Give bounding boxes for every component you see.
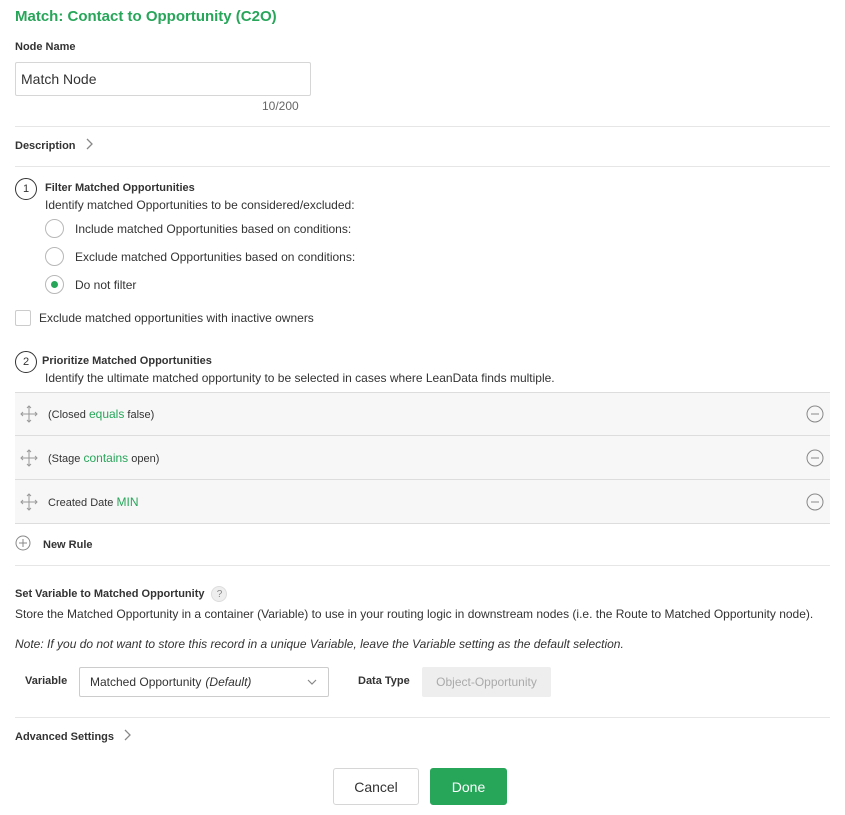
radio-button[interactable] — [45, 219, 64, 238]
done-button[interactable]: Done — [430, 768, 507, 805]
char-count: 10/200 — [262, 99, 299, 113]
remove-rule-icon[interactable] — [806, 493, 824, 511]
remove-rule-icon[interactable] — [806, 449, 824, 467]
drag-handle-icon[interactable] — [18, 491, 40, 513]
divider — [15, 717, 830, 718]
divider — [15, 565, 830, 566]
divider — [15, 166, 830, 167]
rule-row — [15, 392, 830, 436]
chevron-right-icon — [124, 729, 132, 744]
filter-subtitle: Identify matched Opportunities to be considered/excluded: — [45, 198, 355, 212]
variable-note: Note: If you do not want to store this record in a unique Variable, leave the Variable setting as the default selection. — [15, 637, 624, 651]
exclude-inactive-checkbox-row[interactable] — [15, 310, 314, 326]
rule-prefix: (Stage — [48, 452, 84, 465]
cancel-button[interactable]: Cancel — [333, 768, 419, 805]
step-number-1: 1 — [15, 178, 37, 200]
radio-do-not-filter[interactable] — [45, 275, 136, 294]
rule-prefix: Created Date — [48, 496, 117, 509]
node-name-input[interactable] — [15, 62, 311, 96]
exclude-inactive-checkbox[interactable] — [15, 310, 31, 326]
new-rule-button[interactable] — [15, 535, 93, 554]
radio-button[interactable] — [45, 247, 64, 266]
description-label: Description — [15, 139, 76, 152]
variable-label: Variable — [25, 675, 68, 687]
drag-handle-icon[interactable] — [18, 403, 40, 425]
exclude-inactive-label: Exclude matched opportunities with inactive owners — [39, 311, 314, 325]
radio-label: Include matched Opportunities based on conditions: — [75, 221, 352, 236]
node-name-label: Node Name — [15, 41, 76, 53]
radio-label: Exclude matched Opportunities based on conditions: — [75, 249, 356, 264]
variable-description: Store the Matched Opportunity in a container (Variable) to use in your routing logic in downstream nodes (i.e. the Route to Matched Opportunity node). — [15, 607, 814, 621]
variable-select[interactable] — [79, 667, 329, 697]
rule-prefix: (Closed — [48, 409, 89, 421]
help-icon[interactable]: ? — [211, 586, 227, 602]
page-title: Match: Contact to Opportunity (C2O) — [15, 8, 277, 25]
description-toggle[interactable] — [15, 138, 94, 153]
drag-handle-icon[interactable] — [18, 447, 40, 469]
chevron-down-icon — [306, 676, 318, 691]
radio-selected-dot — [51, 281, 58, 288]
filter-title: Filter Matched Opportunities — [45, 182, 195, 194]
radio-button-selected[interactable] — [45, 275, 64, 294]
prioritize-subtitle: Identify the ultimate matched opportunity to be selected in cases where LeanData finds multiple. — [45, 371, 555, 385]
prioritize-title: Prioritize Matched Opportunities — [42, 355, 212, 367]
advanced-settings-label: Advanced Settings — [15, 730, 115, 743]
rule-operator: MIN — [116, 494, 139, 509]
data-type-value: Object-Opportunity — [422, 667, 551, 697]
remove-rule-icon[interactable] — [806, 405, 824, 423]
radio-label: Do not filter — [75, 277, 137, 292]
rule-operator: equals — [88, 407, 125, 421]
variable-section-title — [15, 586, 227, 602]
variable-default-tag: (Default) — [205, 675, 252, 689]
radio-include[interactable] — [45, 219, 351, 238]
rule-suffix: false) — [124, 409, 155, 421]
rule-text — [48, 407, 806, 421]
rule-row — [15, 436, 830, 480]
advanced-settings-toggle[interactable] — [15, 729, 132, 744]
step-number-2: 2 — [15, 351, 37, 373]
rule-operator: contains — [83, 450, 129, 465]
radio-exclude[interactable] — [45, 247, 355, 266]
variable-title: Set Variable to Matched Opportunity — [15, 588, 205, 600]
rule-row — [15, 480, 830, 524]
data-type-label: Data Type — [358, 675, 410, 687]
rule-text — [48, 451, 806, 465]
divider — [15, 126, 830, 127]
chevron-right-icon — [86, 138, 94, 153]
variable-selected-value: Matched Opportunity — [90, 675, 202, 689]
rule-suffix: open) — [128, 452, 160, 465]
rule-text — [48, 495, 806, 509]
plus-circle-icon — [15, 535, 31, 554]
new-rule-label: New Rule — [43, 538, 93, 551]
